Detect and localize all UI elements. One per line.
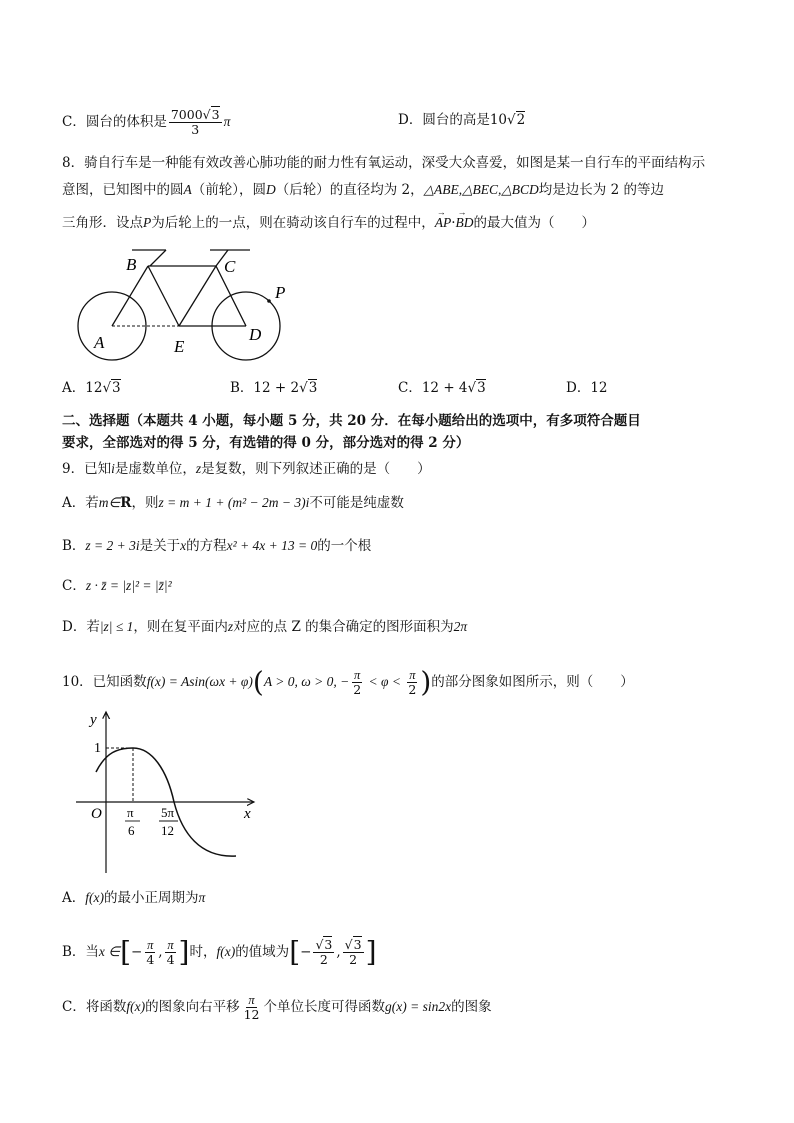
q7-volume-fraction: $\frac{7000√3}{3}$ — [170, 107, 220, 137]
tick-label-twelve: 12 — [161, 823, 174, 838]
sine-graph — [72, 708, 262, 880]
q7-option-d: D．圆台的高是10√2 — [398, 112, 526, 128]
label-one: 1 — [94, 741, 101, 756]
q8-stem-line1: 8．骑自行车是一种能有效改善心肺功能的耐力性有氧运动，深受大众喜爱，如图是某一自行车的平面结构示 — [62, 155, 706, 171]
tick-label-pi: π — [127, 805, 134, 820]
q9-option-d: D．若|z| ≤ 1，则在复平面内z对应的点 Z 的集合确定的图形面积为2π — [62, 619, 468, 635]
label-A: A — [94, 333, 105, 352]
q8-stem-line2: 意图，已知图中的圆A（前轮），圆D（后轮）的直径均为 2，△ABE,△BEC,△BCD均是边长为 2 的等边 — [62, 182, 664, 198]
q9-option-c: C．z · z̄ = |z|² = |z̄|² — [62, 578, 172, 594]
q10-option-b: B．当x ∈[− $\frac{\pi}{4}$ , $\frac{\pi}{4}$ ]时，f(x)的值域为[− $\frac{√3}{2}$ , $\frac{√3}{2}$ ] — [62, 935, 377, 969]
q8-stem-line3: 三角形．设点P为后轮上的一点，则在骑动该自行车的过程中，→ AP·→ BD的最大值为（ ） — [62, 213, 595, 233]
label-D: D — [249, 325, 262, 344]
q8-option-d: D．12 — [566, 380, 608, 396]
label-B: B — [126, 255, 137, 274]
handlebar-stem-B — [150, 250, 166, 266]
label-E: E — [174, 337, 185, 356]
label-x: x — [244, 806, 251, 822]
section-2-header-line2: 要求，全部选对的得 5 分，有选错的得 0 分，部分选对的得 2 分） — [62, 435, 470, 451]
tick-label-5pi: 5π — [161, 805, 175, 820]
segment-BE — [148, 266, 179, 326]
q9-option-a: A．若m∈R，则z = m + 1 + (m² − 2m − 3)i不可能是纯虚数 — [62, 495, 404, 511]
point-P — [267, 299, 271, 303]
q8-option-c: C．12 + 4√3 — [398, 380, 486, 396]
label-C: C — [224, 257, 236, 276]
q8-option-b: B．12 + 2√3 — [230, 380, 318, 396]
q9-stem: 9．已知i是虚数单位，z是复数，则下列叙述正确的是（ ） — [62, 461, 431, 477]
q10-option-c: C．将函数f(x)的图象向右平移 $\frac{\pi}{12}$ 个单位长度可得函数g(x) = sin2x的图象 — [62, 993, 492, 1022]
q8-option-a: A．12√3 — [62, 380, 121, 396]
q10-option-a: A．f(x)的最小正周期为π — [62, 890, 206, 906]
label-y: y — [90, 712, 97, 728]
tick-label-six: 6 — [128, 823, 135, 838]
section-2-header-line1: 二、选择题（本题共 4 小题，每小题 5 分，共 20 分．在每小题给出的选项中，有多项符合题目 — [62, 413, 641, 429]
bicycle-diagram — [70, 244, 290, 370]
segment-CE — [179, 266, 216, 326]
label-origin: O — [91, 806, 102, 822]
q9-option-b: B．z = 2 + 3i是关于x的方程x² + 4x + 13 = 0的一个根 — [62, 538, 372, 554]
segment-AB — [112, 266, 148, 326]
q10-stem: 10．已知函数f(x) = Asin(ωx + φ)(A > 0, ω > 0, − $\frac{\pi}{2}$ < φ < $\frac{\pi}{2}$ )的部分图象如图所示，则（ ） — [62, 665, 634, 699]
label-P: P — [275, 283, 286, 302]
q7-option-c: C．圆台的体积是 $\frac{7000√3}{3}$ π — [62, 107, 231, 137]
